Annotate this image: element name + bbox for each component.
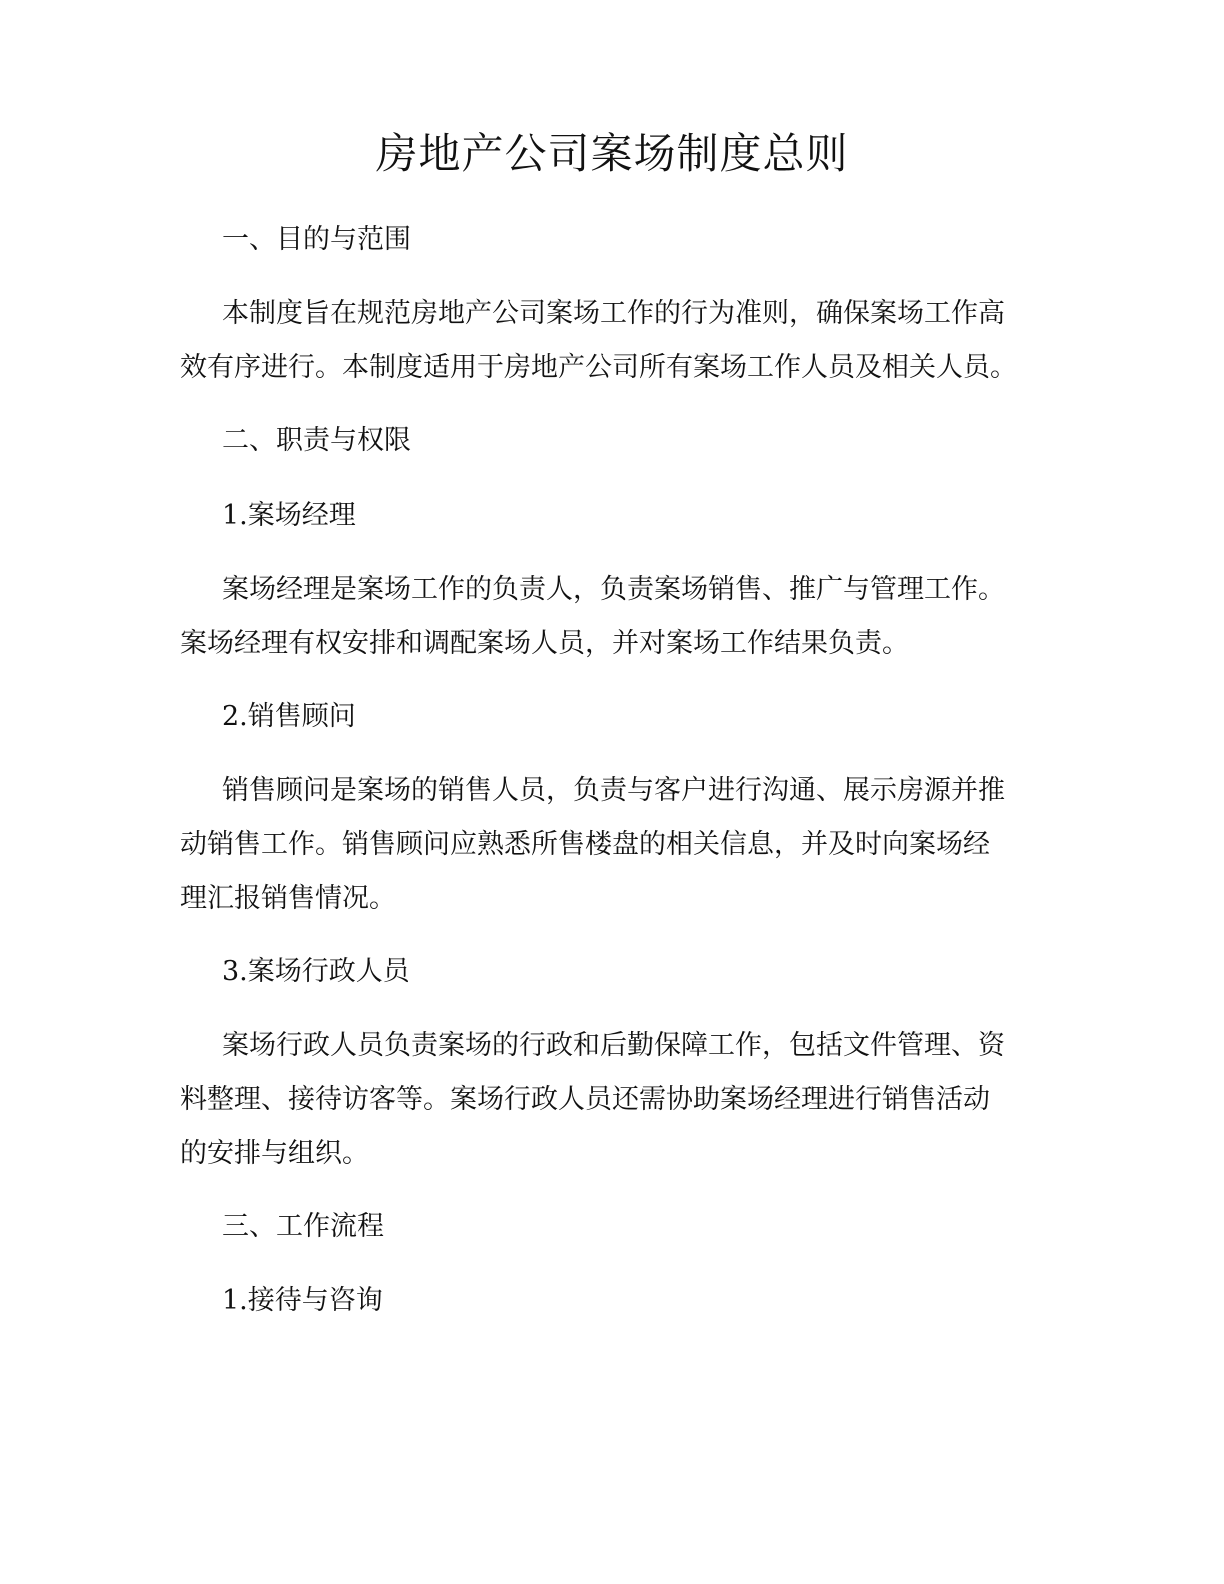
paragraph-purpose-scope [180,287,1040,395]
subheading-site-manager: 1.案场经理 [222,500,356,531]
paragraph-line: 效有序进行。本制度适用于房地产公司所有案场工作人员及相关人员。 [180,352,1017,383]
subheading-sales-consultant: 2.销售顾问 [222,701,356,732]
section-heading-workflow: 三、工作流程 [222,1211,384,1242]
paragraph-line: 理汇报销售情况。 [180,883,396,914]
document-title: 房地产公司案场制度总则 [375,129,849,178]
section-heading-purpose-scope: 一、目的与范围 [222,224,411,255]
paragraph-line: 本制度旨在规范房地产公司案场工作的行为准则，确保案场工作高 [222,298,1005,329]
paragraph-line: 案场经理是案场工作的负责人，负责案场销售、推广与管理工作。 [222,574,1005,605]
subheading-reception-consultation: 1.接待与咨询 [222,1285,383,1316]
paragraph-sales-consultant [180,764,1040,926]
paragraph-site-manager [180,563,1040,671]
paragraph-site-admin [180,1019,1040,1181]
paragraph-line: 动销售工作。销售顾问应熟悉所售楼盘的相关信息，并及时向案场经 [180,829,990,860]
paragraph-line: 的安排与组织。 [180,1138,369,1169]
subheading-site-admin: 3.案场行政人员 [222,956,410,987]
paragraph-line: 料整理、接待访客等。案场行政人员还需协助案场经理进行销售活动 [180,1084,990,1115]
section-heading-duties-authority: 二、职责与权限 [222,425,411,456]
paragraph-line: 案场行政人员负责案场的行政和后勤保障工作，包括文件管理、资 [222,1030,1005,1061]
paragraph-line: 销售顾问是案场的销售人员，负责与客户进行沟通、展示房源并推 [222,775,1005,806]
paragraph-line: 案场经理有权安排和调配案场人员，并对案场工作结果负责。 [180,628,909,659]
